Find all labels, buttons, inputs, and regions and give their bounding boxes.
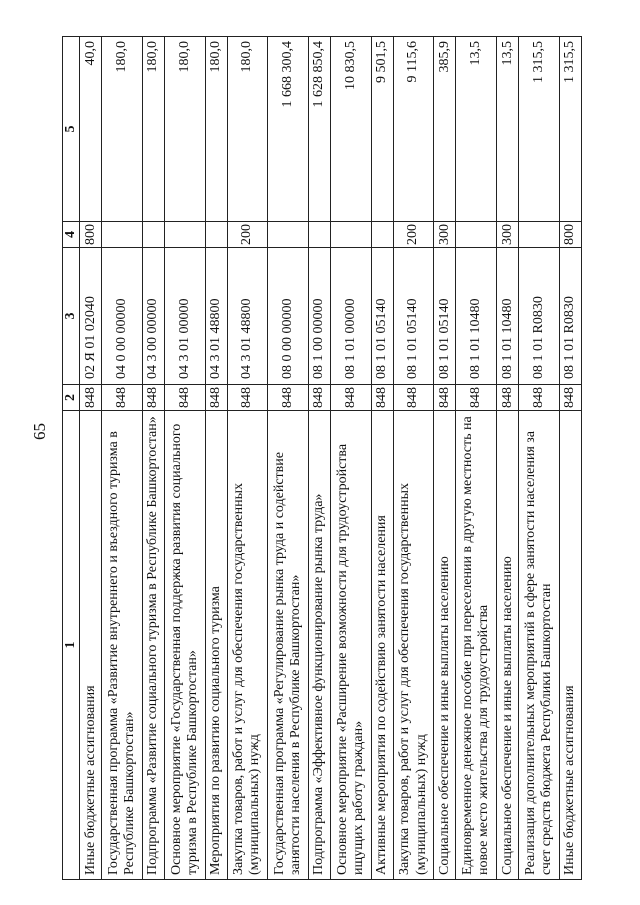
- table-header-row: [63, 37, 80, 880]
- row-expense-type: [371, 222, 393, 248]
- row-amount: 180,0: [142, 37, 164, 222]
- row-target-article: 02 Я 01 02040: [80, 248, 102, 385]
- row-target-article: 04 0 00 00000: [102, 248, 143, 385]
- table-row: [164, 37, 205, 880]
- row-amount: 1 628 850,4: [308, 37, 330, 222]
- row-code: 848: [456, 385, 497, 411]
- row-name: Государственная программа «Регулирование рынка труда и содействие занятости населения в Республике Башкортостан»: [268, 411, 309, 880]
- row-expense-type: 200: [227, 222, 268, 248]
- row-target-article: 08 1 00 00000: [308, 248, 330, 385]
- row-code: 848: [559, 385, 581, 411]
- row-expense-type: 800: [80, 222, 102, 248]
- row-expense-type: 200: [393, 222, 434, 248]
- row-target-article: 08 1 01 10480: [456, 248, 497, 385]
- row-amount: 13,5: [497, 37, 519, 222]
- table-row: [142, 37, 164, 880]
- row-amount: 180,0: [205, 37, 227, 222]
- row-name: Закупка товаров, работ и услуг для обеспечения государственных (муниципальных) нужд: [393, 411, 434, 880]
- row-amount: 9 501,5: [371, 37, 393, 222]
- table-row: [80, 37, 102, 880]
- row-expense-type: [308, 222, 330, 248]
- row-name: Закупка товаров, работ и услуг для обеспечения государственных (муниципальных) нужд: [227, 411, 268, 880]
- row-target-article: 08 1 01 05140: [393, 248, 434, 385]
- row-target-article: 08 1 01 10480: [497, 248, 519, 385]
- row-amount: 180,0: [102, 37, 143, 222]
- row-code: 848: [205, 385, 227, 411]
- row-expense-type: 300: [434, 222, 456, 248]
- row-target-article: 04 3 01 00000: [164, 248, 205, 385]
- row-amount: 1 315,5: [519, 37, 560, 222]
- table-row: [497, 37, 519, 880]
- table-row: [371, 37, 393, 880]
- row-code: 848: [330, 385, 371, 411]
- row-target-article: 08 1 01 R0830: [519, 248, 560, 385]
- row-code: 848: [102, 385, 143, 411]
- row-code: 848: [434, 385, 456, 411]
- table-row: [330, 37, 371, 880]
- row-name: Иные бюджетные ассигнования: [80, 411, 102, 880]
- header-col-2: 2: [63, 385, 80, 411]
- row-name: Реализация дополнительных мероприятий в сфере занятости населения за счет средств бюджета Республики Башкортостан: [519, 411, 560, 880]
- row-name: Единовременное денежное пособие при переселении в другую местность на новое место жительства для трудоустройства: [456, 411, 497, 880]
- row-expense-type: [205, 222, 227, 248]
- row-amount: 13,5: [456, 37, 497, 222]
- row-expense-type: [102, 222, 143, 248]
- row-expense-type: [330, 222, 371, 248]
- row-code: 848: [308, 385, 330, 411]
- row-amount: 10 830,5: [330, 37, 371, 222]
- row-target-article: 04 3 00 00000: [142, 248, 164, 385]
- table-row: [456, 37, 497, 880]
- row-target-article: 04 3 01 48800: [227, 248, 268, 385]
- row-code: 848: [497, 385, 519, 411]
- row-target-article: 08 0 00 00000: [268, 248, 309, 385]
- rotated-page-content: [62, 37, 582, 880]
- row-expense-type: [164, 222, 205, 248]
- row-code: 848: [80, 385, 102, 411]
- table-row: [393, 37, 434, 880]
- row-expense-type: 800: [559, 222, 581, 248]
- row-code: 848: [371, 385, 393, 411]
- row-expense-type: [268, 222, 309, 248]
- table-row: [227, 37, 268, 880]
- header-col-1: 1: [63, 411, 80, 880]
- row-name: Подпрограмма «Развитие социального туризма в Республике Башкортостан»: [142, 411, 164, 880]
- row-code: 848: [393, 385, 434, 411]
- row-code: 848: [164, 385, 205, 411]
- table-row: [308, 37, 330, 880]
- row-amount: 9 115,6: [393, 37, 434, 222]
- row-target-article: 08 1 01 05140: [434, 248, 456, 385]
- header-col-5: 5: [63, 37, 80, 222]
- row-name: Иные бюджетные ассигнования: [559, 411, 581, 880]
- table-row: [102, 37, 143, 880]
- row-code: 848: [227, 385, 268, 411]
- row-name: Социальное обеспечение и иные выплаты населению: [497, 411, 519, 880]
- row-name: Основное мероприятие «Государственная поддержка развития социального туризма в Республике Башкортостан»: [164, 411, 205, 880]
- row-target-article: 08 1 01 05140: [371, 248, 393, 385]
- row-amount: 180,0: [164, 37, 205, 222]
- row-amount: 180,0: [227, 37, 268, 222]
- row-amount: 385,9: [434, 37, 456, 222]
- header-col-3: 3: [63, 248, 80, 385]
- page-number: 65: [30, 423, 49, 440]
- table-body: [80, 37, 582, 880]
- row-amount: 1 668 300,4: [268, 37, 309, 222]
- row-expense-type: [142, 222, 164, 248]
- row-target-article: 08 1 01 R0830: [559, 248, 581, 385]
- header-col-4: 4: [63, 222, 80, 248]
- row-expense-type: [519, 222, 560, 248]
- row-code: 848: [142, 385, 164, 411]
- budget-table: [62, 36, 582, 880]
- row-amount: 40,0: [80, 37, 102, 222]
- row-expense-type: 300: [497, 222, 519, 248]
- row-name: Подпрограмма «Эффективное функционирование рынка труда»: [308, 411, 330, 880]
- row-target-article: 08 1 01 00000: [330, 248, 371, 385]
- row-code: 848: [268, 385, 309, 411]
- table-row: [268, 37, 309, 880]
- row-target-article: 04 3 01 48800: [205, 248, 227, 385]
- row-expense-type: [456, 222, 497, 248]
- table-row: [559, 37, 581, 880]
- row-name: Мероприятия по развитию социального туризма: [205, 411, 227, 880]
- row-code: 848: [519, 385, 560, 411]
- table-row: [434, 37, 456, 880]
- table-row: [519, 37, 560, 880]
- table-row: [205, 37, 227, 880]
- row-name: Основное мероприятие «Расширение возможности для трудоустройства ищущих работу граждан»: [330, 411, 371, 880]
- row-amount: 1 315,5: [559, 37, 581, 222]
- row-name: Активные мероприятия по содействию занятости населения: [371, 411, 393, 880]
- row-name: Социальное обеспечение и иные выплаты населению: [434, 411, 456, 880]
- row-name: Государственная программа «Развитие внутреннего и въездного туризма в Республике Башкортостан»: [102, 411, 143, 880]
